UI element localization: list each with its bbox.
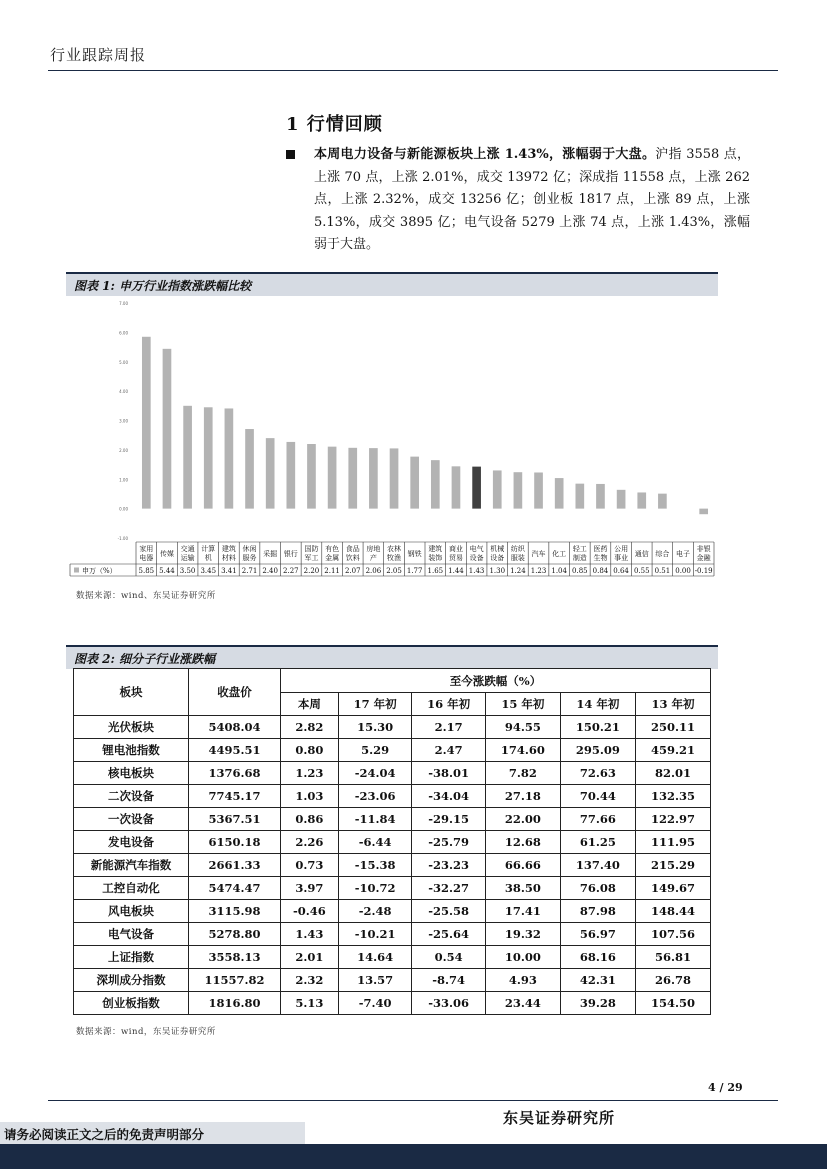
row-value: 2.47 xyxy=(412,739,486,762)
row-value: 26.78 xyxy=(635,969,710,992)
value-label: 5.44 xyxy=(159,567,175,575)
bar xyxy=(493,470,502,508)
row-value: 3558.13 xyxy=(189,946,281,969)
table-row xyxy=(74,808,711,831)
footer-divider xyxy=(48,1100,778,1101)
summary-text: 沪指 3558 点，上涨 70 点，上涨 2.01%，成交 13972 亿；深成指 11558 点，上涨 262 点，上涨 2.32%，成交 13256 亿；创业板 1817 点，上涨 89 点，上涨 5.13%，成交 3895 亿；电气设备 5279 上涨 74 点，上涨 1.43%，涨幅弱于大盘。 xyxy=(314,147,750,252)
figure2-title: 图表 2: 细分子行业涨跌幅 xyxy=(74,652,216,666)
bar xyxy=(142,337,151,509)
category-label: 交通 xyxy=(180,545,195,553)
row-value: 2.26 xyxy=(281,831,339,854)
row-value: -29.15 xyxy=(412,808,486,831)
y-tick-label: 4.00 xyxy=(119,389,128,395)
category-label: 金融 xyxy=(696,554,711,562)
value-label: 1.44 xyxy=(448,567,464,575)
figure1-source: 数据来源：wind、东吴证券研究所 xyxy=(76,591,216,601)
value-label: 2.40 xyxy=(262,567,278,575)
category-label: 建筑 xyxy=(221,545,236,553)
row-sector: 电气设备 xyxy=(74,923,189,946)
category-label: 电气 xyxy=(469,545,484,553)
row-sector: 上证指数 xyxy=(74,946,189,969)
table-row xyxy=(74,969,711,992)
category-label: 家用 xyxy=(139,545,154,553)
category-label: 机 xyxy=(204,554,212,562)
summary-lead: 本周电力设备与新能源板块上涨 1.43%，涨幅弱于大盘。 xyxy=(314,147,656,162)
category-label: 饮料 xyxy=(345,554,360,562)
table-row xyxy=(74,946,711,969)
category-label: 农林 xyxy=(387,545,402,553)
value-label: 3.50 xyxy=(179,567,196,575)
row-value: 77.66 xyxy=(560,808,635,831)
y-tick-label: 7.00 xyxy=(119,301,128,306)
value-label: 1.24 xyxy=(510,567,526,575)
category-label: 纺织 xyxy=(510,545,525,553)
y-tick-label: 1.00 xyxy=(119,477,128,483)
category-label: 轻工 xyxy=(572,545,587,553)
category-label: 牧渔 xyxy=(387,554,402,562)
row-value: -8.74 xyxy=(412,969,486,992)
category-label: 化工 xyxy=(552,550,567,558)
value-label: 0.85 xyxy=(572,567,588,575)
value-label: 2.07 xyxy=(344,567,361,575)
page-number: 4 / 29 xyxy=(708,1081,743,1094)
row-value: 3.97 xyxy=(281,877,339,900)
row-sector: 锂电池指数 xyxy=(74,739,189,762)
sub-industry-table xyxy=(73,668,711,1015)
value-label: 1.65 xyxy=(427,567,444,575)
row-value: 4.93 xyxy=(485,969,560,992)
row-value: -24.04 xyxy=(338,762,412,785)
header-col-0: 本周 xyxy=(281,693,339,716)
row-value: 1816.80 xyxy=(189,992,281,1015)
value-label: 2.06 xyxy=(365,567,382,575)
row-value: 4495.51 xyxy=(189,739,281,762)
row-sector: 光伏板块 xyxy=(74,716,189,739)
figure2-caption-bar xyxy=(66,645,718,669)
category-label: 房地 xyxy=(366,545,381,553)
bar xyxy=(534,472,543,508)
value-label: 0.84 xyxy=(592,567,609,575)
row-value: 295.09 xyxy=(560,739,635,762)
square-bullet-icon xyxy=(286,148,298,160)
figure1-caption-bar xyxy=(66,272,718,296)
bar xyxy=(286,442,295,509)
category-label: 国防 xyxy=(304,545,319,553)
value-label: 1.04 xyxy=(551,567,567,575)
row-value: 0.86 xyxy=(281,808,339,831)
value-label: 0.55 xyxy=(633,567,650,575)
value-label: 1.43 xyxy=(468,567,485,575)
row-value: 56.97 xyxy=(560,923,635,946)
category-label: 食品 xyxy=(345,545,360,553)
value-label: 5.85 xyxy=(138,567,155,575)
row-value: 2.01 xyxy=(281,946,339,969)
table-row xyxy=(74,992,711,1015)
row-value: 14.64 xyxy=(338,946,412,969)
bar xyxy=(183,406,192,509)
row-value: 76.08 xyxy=(560,877,635,900)
footer-org: 东吴证券研究所 xyxy=(503,1109,616,1127)
category-label: 机械 xyxy=(490,545,505,553)
row-value: 0.80 xyxy=(281,739,339,762)
row-value: 2661.33 xyxy=(189,854,281,877)
table-row xyxy=(74,739,711,762)
row-value: 5278.80 xyxy=(189,923,281,946)
value-label: 3.41 xyxy=(221,567,237,575)
bar xyxy=(410,457,419,509)
row-value: -25.64 xyxy=(412,923,486,946)
category-label: 装饰 xyxy=(428,554,443,562)
category-label: 金属 xyxy=(325,554,340,562)
row-value: 15.30 xyxy=(338,716,412,739)
row-value: -23.06 xyxy=(338,785,412,808)
value-label: 0.00 xyxy=(675,567,691,575)
bar xyxy=(390,448,399,508)
row-value: -25.79 xyxy=(412,831,486,854)
row-sector: 深圳成分指数 xyxy=(74,969,189,992)
row-value: 174.60 xyxy=(485,739,560,762)
category-label: 医药 xyxy=(593,545,608,553)
row-value: 39.28 xyxy=(560,992,635,1015)
table-row xyxy=(74,854,711,877)
bar xyxy=(163,349,172,509)
bar xyxy=(348,448,357,509)
y-tick-label: 2.00 xyxy=(119,447,128,453)
row-value: 5408.04 xyxy=(189,716,281,739)
bar xyxy=(555,478,564,509)
category-label: 公用 xyxy=(614,545,629,553)
row-value: -23.23 xyxy=(412,854,486,877)
header-col-3: 15 年初 xyxy=(485,693,560,716)
industry-index-chart xyxy=(66,298,718,578)
row-value: 2.32 xyxy=(281,969,339,992)
category-label: 有色 xyxy=(325,545,340,553)
category-label: 传媒 xyxy=(159,550,174,558)
category-label: 通信 xyxy=(634,550,649,558)
header-col-4: 14 年初 xyxy=(560,693,635,716)
row-value: 137.40 xyxy=(560,854,635,877)
bar xyxy=(328,447,337,509)
row-value: 11557.82 xyxy=(189,969,281,992)
row-value: 87.98 xyxy=(560,900,635,923)
row-value: -0.46 xyxy=(281,900,339,923)
row-value: 111.95 xyxy=(635,831,710,854)
category-label: 电器 xyxy=(139,554,154,562)
value-label: 0.64 xyxy=(613,567,629,575)
bar xyxy=(369,448,378,509)
row-value: 107.56 xyxy=(635,923,710,946)
row-sector: 核电板块 xyxy=(74,762,189,785)
legend-swatch xyxy=(74,568,79,573)
y-tick-label: 6.00 xyxy=(119,330,128,336)
category-label: 建筑 xyxy=(428,545,443,553)
row-value: 22.00 xyxy=(485,808,560,831)
category-label: 设备 xyxy=(490,554,505,562)
figure2-source: 数据来源：wind，东吴证券研究所 xyxy=(76,1027,216,1037)
row-value: 2.82 xyxy=(281,716,339,739)
row-value: 10.00 xyxy=(485,946,560,969)
row-value: 61.25 xyxy=(560,831,635,854)
value-label: 1.77 xyxy=(406,567,423,575)
row-value: 7745.17 xyxy=(189,785,281,808)
bar xyxy=(307,444,316,509)
footer-bar xyxy=(0,1144,827,1169)
row-value: 1.23 xyxy=(281,762,339,785)
bar xyxy=(266,438,275,509)
value-label: 2.20 xyxy=(303,567,320,575)
bar xyxy=(225,408,234,508)
row-value: 148.44 xyxy=(635,900,710,923)
category-label: 运输 xyxy=(180,554,195,562)
category-label: 服装 xyxy=(510,554,525,562)
bar xyxy=(637,492,646,508)
category-label: 休闲 xyxy=(242,545,257,553)
row-value: 150.21 xyxy=(560,716,635,739)
category-label: 设备 xyxy=(469,554,484,562)
row-value: 5474.47 xyxy=(189,877,281,900)
row-value: 56.81 xyxy=(635,946,710,969)
row-sector: 创业板指数 xyxy=(74,992,189,1015)
row-value: 132.35 xyxy=(635,785,710,808)
category-label: 汽车 xyxy=(531,550,546,558)
value-label: -0.19 xyxy=(694,567,713,575)
row-value: 72.63 xyxy=(560,762,635,785)
row-value: 17.41 xyxy=(485,900,560,923)
row-value: 250.11 xyxy=(635,716,710,739)
category-label: 钢铁 xyxy=(407,550,422,558)
category-label: 军工 xyxy=(304,554,319,562)
row-value: -2.48 xyxy=(338,900,412,923)
category-label: 计算 xyxy=(201,545,216,553)
row-value: -7.40 xyxy=(338,992,412,1015)
row-value: -25.58 xyxy=(412,900,486,923)
header-change-group: 至今涨跌幅（%） xyxy=(281,669,711,693)
row-value: 5367.51 xyxy=(189,808,281,831)
category-label: 采掘 xyxy=(263,550,278,558)
category-label: 综合 xyxy=(655,550,670,558)
row-sector: 二次设备 xyxy=(74,785,189,808)
category-label: 电子 xyxy=(676,550,691,558)
value-label: 0.51 xyxy=(654,567,671,575)
row-value: 70.44 xyxy=(560,785,635,808)
row-value: -11.84 xyxy=(338,808,412,831)
row-value: 68.16 xyxy=(560,946,635,969)
value-label: 3.45 xyxy=(200,567,217,575)
bar xyxy=(452,466,461,508)
category-label: 产 xyxy=(369,554,377,562)
row-value: 0.54 xyxy=(412,946,486,969)
row-value: 5.13 xyxy=(281,992,339,1015)
table-row xyxy=(74,762,711,785)
summary-paragraph xyxy=(314,144,750,257)
row-value: 1.43 xyxy=(281,923,339,946)
figure1-title: 图表 1: 申万行业指数涨跌幅比较 xyxy=(74,279,252,293)
row-value: 6150.18 xyxy=(189,831,281,854)
bar xyxy=(431,460,440,508)
report-type: 行业跟踪周报 xyxy=(50,46,147,64)
bar xyxy=(617,490,626,509)
table-row xyxy=(74,785,711,808)
row-value: -33.06 xyxy=(412,992,486,1015)
row-value: 122.97 xyxy=(635,808,710,831)
row-value: 19.32 xyxy=(485,923,560,946)
category-label: 商业 xyxy=(448,545,463,553)
bar xyxy=(699,509,708,515)
row-sector: 新能源汽车指数 xyxy=(74,854,189,877)
header-col-2: 16 年初 xyxy=(412,693,486,716)
row-value: -6.44 xyxy=(338,831,412,854)
row-value: -38.01 xyxy=(412,762,486,785)
bar xyxy=(658,494,667,509)
category-label: 非银 xyxy=(696,545,711,553)
row-value: -10.21 xyxy=(338,923,412,946)
header-divider xyxy=(48,70,778,71)
category-label: 材料 xyxy=(221,554,236,562)
row-value: 459.21 xyxy=(635,739,710,762)
table-row xyxy=(74,831,711,854)
row-value: 2.17 xyxy=(412,716,486,739)
row-value: 3115.98 xyxy=(189,900,281,923)
category-label: 制造 xyxy=(572,554,587,562)
series-label: 申万（%） xyxy=(82,567,117,575)
row-value: -10.72 xyxy=(338,877,412,900)
value-label: 2.05 xyxy=(386,567,402,575)
row-value: -34.04 xyxy=(412,785,486,808)
y-tick-label: -1.00 xyxy=(117,536,128,541)
value-label: 2.11 xyxy=(324,567,340,575)
row-sector: 一次设备 xyxy=(74,808,189,831)
row-value: 5.29 xyxy=(338,739,412,762)
row-value: 38.50 xyxy=(485,877,560,900)
row-value: 154.50 xyxy=(635,992,710,1015)
table-row xyxy=(74,900,711,923)
header-sector: 板块 xyxy=(74,669,189,716)
row-value: 27.18 xyxy=(485,785,560,808)
row-value: 82.01 xyxy=(635,762,710,785)
row-value: 149.67 xyxy=(635,877,710,900)
bar xyxy=(204,407,213,508)
row-value: 215.29 xyxy=(635,854,710,877)
row-value: 1376.68 xyxy=(189,762,281,785)
disclaimer-band xyxy=(0,1122,305,1144)
header-col-1: 17 年初 xyxy=(338,693,412,716)
row-value: 0.73 xyxy=(281,854,339,877)
bar xyxy=(245,429,254,509)
table-row xyxy=(74,923,711,946)
row-value: 12.68 xyxy=(485,831,560,854)
table-row xyxy=(74,716,711,739)
header-close: 收盘价 xyxy=(189,669,281,716)
disclaimer-text: 请务必阅读正文之后的免责声明部分 xyxy=(4,1127,205,1142)
row-value: 7.82 xyxy=(485,762,560,785)
row-sector: 发电设备 xyxy=(74,831,189,854)
section-title: 1 行情回顾 xyxy=(286,114,383,135)
y-tick-label: 5.00 xyxy=(119,359,128,365)
row-value: 66.66 xyxy=(485,854,560,877)
category-label: 银行 xyxy=(283,550,298,558)
bar xyxy=(596,484,605,509)
row-value: 42.31 xyxy=(560,969,635,992)
bar xyxy=(514,472,523,508)
row-sector: 风电板块 xyxy=(74,900,189,923)
value-label: 2.71 xyxy=(241,567,258,575)
category-label: 贸易 xyxy=(448,554,463,562)
row-value: 23.44 xyxy=(485,992,560,1015)
category-label: 生物 xyxy=(593,554,608,562)
header-col-5: 13 年初 xyxy=(635,693,710,716)
category-label: 服务 xyxy=(242,554,257,562)
row-value: -32.27 xyxy=(412,877,486,900)
row-value: -15.38 xyxy=(338,854,412,877)
row-value: 94.55 xyxy=(485,716,560,739)
row-value: 13.57 xyxy=(338,969,412,992)
value-label: 2.27 xyxy=(283,567,299,575)
y-tick-label: 3.00 xyxy=(119,418,128,424)
bar xyxy=(472,467,481,509)
y-tick-label: 0.00 xyxy=(119,506,128,512)
value-label: 1.30 xyxy=(489,567,506,575)
value-label: 1.23 xyxy=(530,567,547,575)
category-label: 事业 xyxy=(614,554,629,562)
row-sector: 工控自动化 xyxy=(74,877,189,900)
row-value: 1.03 xyxy=(281,785,339,808)
table-row xyxy=(74,877,711,900)
bar xyxy=(575,484,584,509)
